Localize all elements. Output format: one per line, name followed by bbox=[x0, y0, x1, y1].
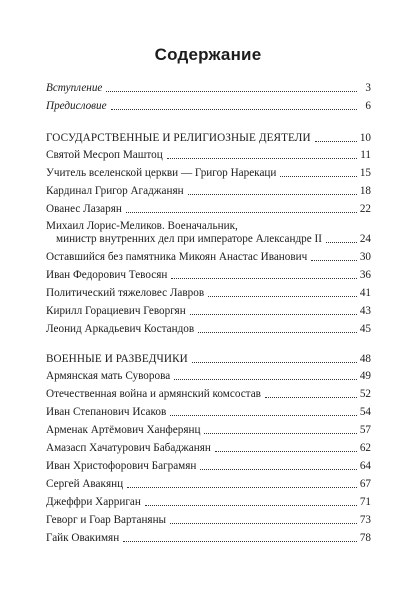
toc-entry[interactable] bbox=[46, 406, 371, 419]
toc-entry-page: 64 bbox=[359, 460, 371, 472]
toc-entry-page: 62 bbox=[359, 442, 371, 454]
toc-entry-title: Джеффри Харриган bbox=[46, 496, 141, 508]
dot-leader bbox=[171, 278, 357, 279]
dot-leader bbox=[215, 451, 357, 452]
dot-leader bbox=[315, 141, 357, 142]
toc-entry-page: 43 bbox=[359, 305, 371, 317]
toc-entry-title: Святой Месроп Маштоц bbox=[46, 149, 163, 161]
toc-entry-title: Учитель вселенской церкви — Григор Нарекаци bbox=[46, 167, 277, 179]
section-page: 10 bbox=[359, 132, 371, 144]
toc-entry[interactable] bbox=[46, 460, 371, 473]
toc-entry[interactable] bbox=[46, 424, 371, 437]
dot-leader bbox=[204, 433, 357, 434]
toc-entry[interactable] bbox=[46, 100, 371, 113]
toc-entry-page: 30 bbox=[359, 251, 371, 263]
toc-entry-title: Кардинал Григор Агаджанян bbox=[46, 185, 184, 197]
toc-entry[interactable] bbox=[46, 478, 371, 491]
toc-entry-page: 54 bbox=[359, 406, 371, 418]
dot-leader bbox=[174, 379, 357, 380]
dot-leader bbox=[111, 109, 357, 110]
toc-entry-title: Иван Степанович Исаков bbox=[46, 406, 167, 418]
toc-entry-title: Леонид Аркадьевич Костандов bbox=[46, 323, 195, 335]
dot-leader bbox=[200, 469, 357, 470]
dot-leader bbox=[145, 505, 357, 506]
dot-leader bbox=[280, 176, 357, 177]
section-page: 48 bbox=[359, 353, 371, 365]
toc-entry-title-line1: Михаил Лорис-Меликов. Военачальник, bbox=[46, 220, 238, 232]
toc-entry-title: Отечественная война и армянский комсостав bbox=[46, 388, 261, 400]
toc-entry[interactable] bbox=[46, 532, 371, 545]
section-title: ГОСУДАРСТВЕННЫЕ И РЕЛИГИОЗНЫЕ ДЕЯТЕЛИ bbox=[46, 132, 311, 144]
dot-leader bbox=[106, 91, 357, 92]
toc-entry[interactable] bbox=[46, 323, 371, 336]
dot-leader bbox=[167, 158, 357, 159]
toc-entry-page: 71 bbox=[359, 496, 371, 508]
toc-entry-page: 41 bbox=[359, 287, 371, 299]
dot-leader bbox=[188, 194, 357, 195]
toc-entry-page: 11 bbox=[360, 149, 371, 161]
toc-entry[interactable] bbox=[46, 496, 371, 509]
toc-entry[interactable] bbox=[46, 269, 371, 282]
toc-entry-title: Иван Христофорович Баграмян bbox=[46, 460, 197, 472]
toc-entry-title: Геворг и Гоар Вартаняны bbox=[46, 514, 167, 526]
toc-entry-page: 49 bbox=[359, 370, 371, 382]
toc-entry[interactable] bbox=[46, 185, 371, 198]
toc-entry-title: Вступление bbox=[46, 82, 103, 94]
toc-entry[interactable] bbox=[46, 514, 371, 527]
toc-entry-page: 18 bbox=[359, 185, 371, 197]
toc-entry-title: Ованес Лазарян bbox=[46, 203, 122, 215]
toc-entry-page: 52 bbox=[359, 388, 371, 400]
toc-entry-title: Гайк Овакимян bbox=[46, 532, 120, 544]
toc-entry-title: Иван Федорович Тевосян bbox=[46, 269, 168, 281]
dot-leader bbox=[170, 415, 357, 416]
toc-entry-page: 78 bbox=[359, 532, 371, 544]
toc-entry-page: 22 bbox=[359, 203, 371, 215]
toc-entry-title-line2: министр внутренних дел при императоре Александре II bbox=[56, 233, 322, 245]
toc-entry-title: Сергей Авакянц bbox=[46, 478, 124, 490]
toc-section-heading[interactable] bbox=[46, 353, 371, 366]
toc-entry-page: 67 bbox=[359, 478, 371, 490]
toc-entry-page: 57 bbox=[359, 424, 371, 436]
dot-leader bbox=[126, 212, 357, 213]
toc-entry-title: Политический тяжеловес Лавров bbox=[46, 287, 205, 299]
toc-entry[interactable] bbox=[46, 251, 371, 264]
dot-leader bbox=[311, 260, 357, 261]
dot-leader bbox=[208, 296, 357, 297]
toc-entry[interactable] bbox=[46, 305, 371, 318]
toc-entry[interactable] bbox=[46, 388, 371, 401]
dot-leader bbox=[326, 242, 357, 243]
dot-leader bbox=[192, 362, 357, 363]
dot-leader bbox=[265, 397, 357, 398]
toc-entry-page: 24 bbox=[359, 233, 371, 245]
toc-entry[interactable] bbox=[46, 287, 371, 300]
page-title: Содержание bbox=[154, 45, 262, 64]
toc-entry[interactable] bbox=[46, 167, 371, 180]
toc-entry-page: 36 bbox=[359, 269, 371, 281]
toc-entry-title: Арменак Артёмович Ханферянц bbox=[46, 424, 201, 436]
dot-leader bbox=[190, 314, 357, 315]
toc-entry-page: 45 bbox=[359, 323, 371, 335]
toc-entry[interactable] bbox=[46, 370, 371, 383]
toc-section-heading[interactable] bbox=[46, 132, 371, 145]
toc-entry-page: 3 bbox=[365, 82, 371, 94]
toc-entry-title: Амазасп Хачатурович Бабаджанян bbox=[46, 442, 211, 454]
toc-entry[interactable] bbox=[46, 82, 371, 95]
toc-entry-page: 6 bbox=[365, 100, 371, 112]
toc-entry-page: 73 bbox=[359, 514, 371, 526]
section-title: ВОЕННЫЕ И РАЗВЕДЧИКИ bbox=[46, 353, 188, 365]
dot-leader bbox=[170, 523, 357, 524]
dot-leader bbox=[198, 332, 357, 333]
toc-entry[interactable] bbox=[46, 442, 371, 455]
toc-entry-title-multiline bbox=[46, 220, 324, 246]
dot-leader bbox=[127, 487, 357, 488]
toc-entry-title: Оставшийся без памятника Микоян Анастас Иванович bbox=[46, 251, 308, 263]
toc-entry-page: 15 bbox=[359, 167, 371, 179]
toc-entry-title: Армянская мать Суворова bbox=[46, 370, 171, 382]
dot-leader bbox=[123, 541, 357, 542]
toc-entry[interactable] bbox=[46, 203, 371, 216]
toc-entry[interactable] bbox=[46, 220, 371, 246]
toc-entry-title: Кирилл Горациевич Геворгян bbox=[46, 305, 186, 317]
toc-entry[interactable] bbox=[46, 149, 371, 162]
toc-entry-title: Предисловие bbox=[46, 100, 107, 112]
